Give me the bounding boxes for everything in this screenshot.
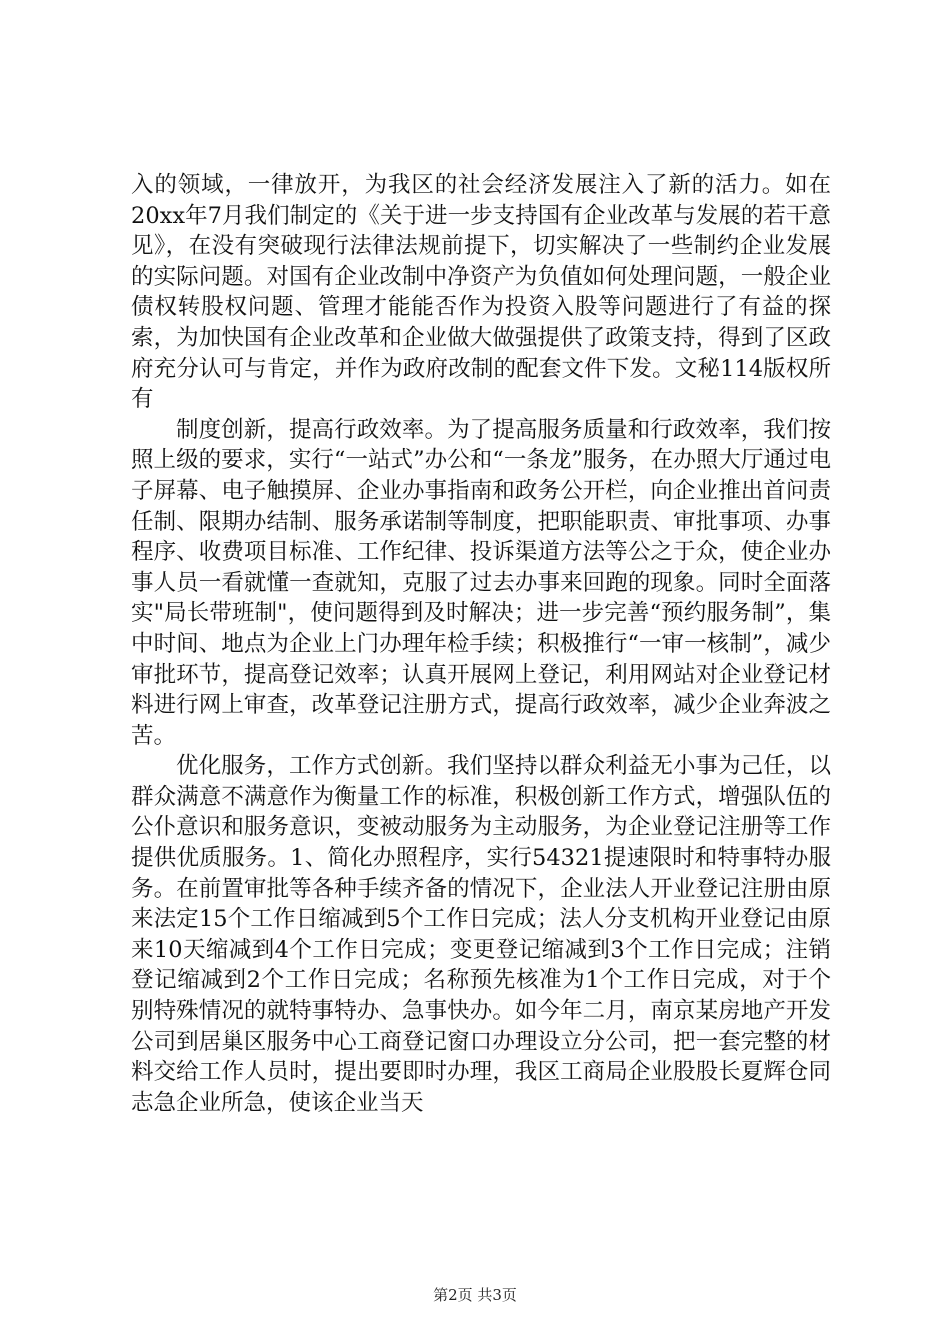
paragraph-continuation: 入的领域，一律放开，为我区的社会经济发展注入了新的活力。如在20xx年7月我们制定的《关于进一步支持国有企业改革与发展的若干意见》，在没有突破现行法律法规前提下，切实解决了一些制约企业发展的实际问题。对国有企业改制中净资产为负值如何处理问题，一般企业债权转股权问题、管理才能能否作为投资入股等问题进行了有益的探索，为加快国有企业改革和企业做大做强提供了政策支持，得到了区政府充分认可与肯定，并作为政府改制的配套文件下发。文秘114版权所有 <box>131 172 831 413</box>
paragraph-service-innovation: 优化服务，工作方式创新。我们坚持以群众利益无小事为己任，以群众满意不满意作为衡量工作的标准，积极创新工作方式，增强队伍的公仆意识和服务意识，变被动服务为主动服务，为企业登记注册等工作提供优质服务。1、简化办照程序，实行54321提速限时和特事特办服务。在前置审批等各种手续齐备的情况下，企业法人开业登记注册由原来法定15个工作日缩减到5个工作日完成；法人分支机构开业登记由原来10天缩减到4个工作日完成；变更登记缩减到3个工作日完成；注销登记缩减到2个工作日完成；名称预先核准为1个工作日完成，对于个别特殊情况的就特事特办、急事快办。如今年二月，南京某房地产开发公司到居巢区服务中心工商登记窗口办理设立分公司，把一套完整的材料交给工作人员时，提出要即时办理，我区工商局企业股股长夏辉仓同志急企业所急，使该企业当天 <box>131 753 831 1116</box>
document-body <box>131 170 831 1118</box>
paragraph-institutional-innovation: 制度创新，提高行政效率。为了提高服务质量和行政效率，我们按照上级的要求，实行“一站式”办公和“一条龙”服务，在办照大厅通过电子屏幕、电子触摸屏、企业办事指南和政务公开栏，向企业推出首问责任制、限期办结制、服务承诺制等制度，把职能职责、审批事项、办事程序、收费项目标准、工作纪律、投诉渠道方法等公之于众，使企业办事人员一看就懂一查就知，克服了过去办事来回跑的现象。同时全面落实"局长带班制"，使问题得到及时解决；进一步完善“预约服务制”，集中时间、地点为企业上门办理年检手续；积极推行“一审一核制”，减少审批环节，提高登记效率；认真开展网上登记，利用网站对企业登记材料进行网上审查，改革登记注册方式，提高行政效率，减少企业奔波之苦。 <box>131 416 831 749</box>
page-number-footer: 第2页 共3页 <box>433 1286 517 1304</box>
